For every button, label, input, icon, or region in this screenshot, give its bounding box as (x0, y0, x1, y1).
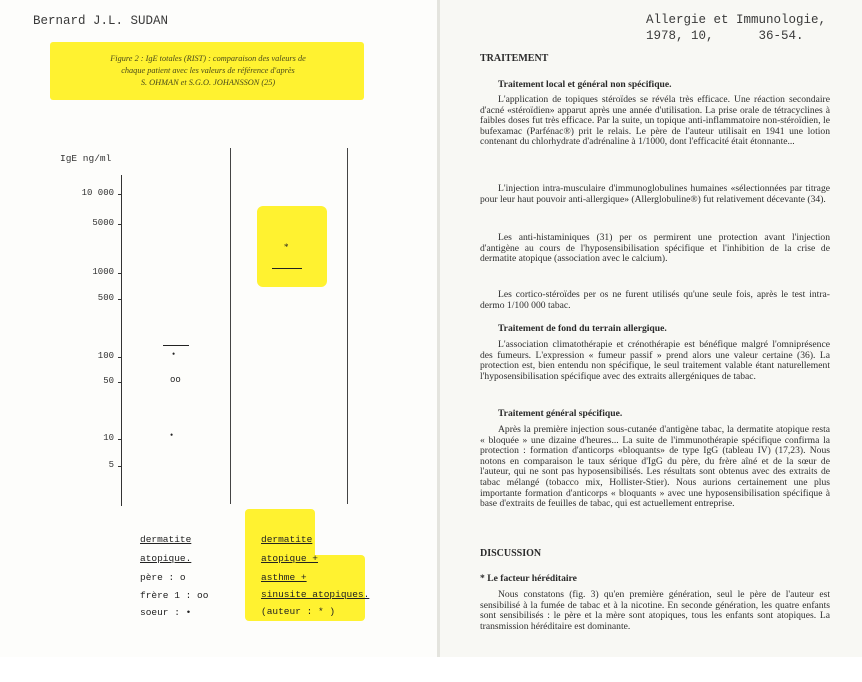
paragraph-injection: Après la première injection sous-cutanée d'antigène tabac, la dermatite atopique resta « bloquée » une dizaine d'heures... La suite de l'immunothérapie spécifique confirma la protection : formation d'anticorps «bloquants» de type IgG (tableau IV) (17,23). Nous notons en comparaison le taux sérique d'IgG du père, du frère aîné et de la sœur de l'auteur, qui ne sont pas hyposensibilisés. Les résultats sont obtenus avec des extraits de tabac mélangé (tobacco mix, Hollister-Stier). Nous aurions certainement une plus importante formation d'anticorps « bloquants » avec une hyposensibilisation spécifique à base d'extraits de feuilles de tabac, qui est actuellement entreprise. (480, 424, 830, 510)
tick-100 (118, 357, 122, 358)
tick-10 (118, 439, 122, 440)
section-traitement: TRAITEMENT (480, 53, 549, 64)
paragraph-immunoglobulines: L'injection intra-musculaire d'immunoglobulines humaines «sélectionnées par titrage pour leur haut pouvoir anti-allergique» (Allerglobuline®) fut relativement décevante (34). (480, 183, 830, 205)
group1-point-10: • (170, 430, 174, 440)
tick-label-10000: 10 000 (81, 188, 114, 198)
paragraph-corticosteroides: Les cortico-stéroïdes per os ne furent utilisés qu'une seule fois, après le test intra-dermo 1/100 000 tabac. (480, 289, 830, 311)
group2-label-line1: dermatite (261, 534, 313, 545)
group2-label-line2: atopique + (261, 553, 319, 564)
right-page (440, 0, 862, 682)
group1-reference-bar (163, 345, 189, 346)
group2-reference-bar (272, 268, 302, 269)
y-axis-label: IgE ng/ml (60, 153, 112, 164)
tick-50 (118, 382, 122, 383)
group1-father: père : o (140, 572, 186, 583)
journal-line-1: Allergie et Immunologie, (646, 13, 827, 27)
paragraph-topiques: L'application de topiques stéroïdes se révéla très efficace. Une réaction secondaire d'acné «stéroïdien» apparut après une année d'utilisation. La prise orale de tétracyclines à faibles doses fut très efficace. Par la suite, un topique anti-inflammatoire non-stéroïdien, le bufexamac (Parfénac®) prit le relais. Le père de l'auteur utilisait en 1941 une lotion contenant du chlorhydrate d'adrénaline à 1/1000, dont l'efficacité était étonnante... (480, 94, 830, 148)
tick-label-1000: 1000 (92, 267, 114, 277)
subheading-hereditaire: * Le facteur héréditaire (480, 573, 577, 584)
right-border-line (347, 148, 348, 504)
group-divider-line (230, 148, 231, 504)
group2-label-line4: sinusite atopiques. (261, 589, 370, 600)
group2-star-marker: * (284, 242, 289, 252)
tick-5 (118, 466, 122, 467)
author-name: Bernard J.L. SUDAN (33, 14, 169, 28)
paragraph-heredite: Nous constatons (fig. 3) qu'en première génération, seul le père de l'auteur est sensibilisé à la fumée de tabac et à la nicotine. En seconde génération, les quatre enfants sont sensibilisés : le père et la mère sont atopiques, tous les enfants sont atopiques. La transmission héréditaire est dominante. (480, 589, 830, 632)
group1-point-100: • (172, 349, 176, 359)
section-discussion: DISCUSSION (480, 548, 542, 559)
tick-label-100: 100 (97, 351, 114, 361)
caption-line-3: S. OHMAN et S.G.O. JOHANSSON (25) (140, 78, 276, 87)
subheading-local: Traitement local et général non spécifique. (498, 79, 672, 90)
group1-sister: soeur : • (140, 607, 192, 618)
tick-label-10: 10 (103, 433, 114, 443)
group1-label-line1: dermatite (140, 534, 192, 545)
subheading-specifique: Traitement général spécifique. (498, 408, 623, 419)
figure-caption (60, 53, 356, 89)
tick-label-500: 500 (97, 293, 114, 303)
paragraph-climatotherapie: L'association climatothérapie et crénothérapie est bénéfique malgré l'omniprésence des fumeurs. L'expression « fumeur passif » prend alors une valeur certaine (36). La protection est, bien entendu non spécifique, le seul traitement valable étant naturellement l'hyposensibilisation spécifique avec des extraits allergéniques de tabac. (480, 339, 830, 382)
tick-500 (118, 299, 122, 300)
scan-bottom-margin (0, 657, 862, 682)
paragraph-antihistaminiques: Les anti-histaminiques (31) per os permirent une protection avant l'injection d'antigène au cours de l'hyposensibilisation spécifique et l'inhibition de la crise de dermatite atopique (association avec le calcium). (480, 232, 830, 265)
group2-author-note: (auteur : * ) (261, 606, 336, 617)
tick-label-50: 50 (103, 376, 114, 386)
tick-10000 (118, 194, 122, 195)
caption-line-1: Figure 2 : IgE totales (RIST) : comparaison des valeurs de (110, 54, 306, 63)
caption-line-2: chaque patient avec les valeurs de référence d'après (121, 66, 295, 75)
journal-reference (646, 12, 826, 44)
group2-highlight (257, 206, 327, 287)
group2-label-line3: asthme + (261, 572, 307, 583)
group1-brother: frère 1 : oo (140, 590, 209, 601)
tick-1000 (118, 273, 122, 274)
group1-label-line2: atopique. (140, 553, 192, 564)
tick-label-5000: 5000 (92, 218, 114, 228)
journal-line-2: 1978, 10, 36-54. (646, 29, 804, 43)
group1-points-50: oo (170, 375, 181, 385)
tick-label-5: 5 (108, 460, 114, 470)
subheading-fond: Traitement de fond du terrain allergique. (498, 323, 667, 334)
tick-5000 (118, 224, 122, 225)
